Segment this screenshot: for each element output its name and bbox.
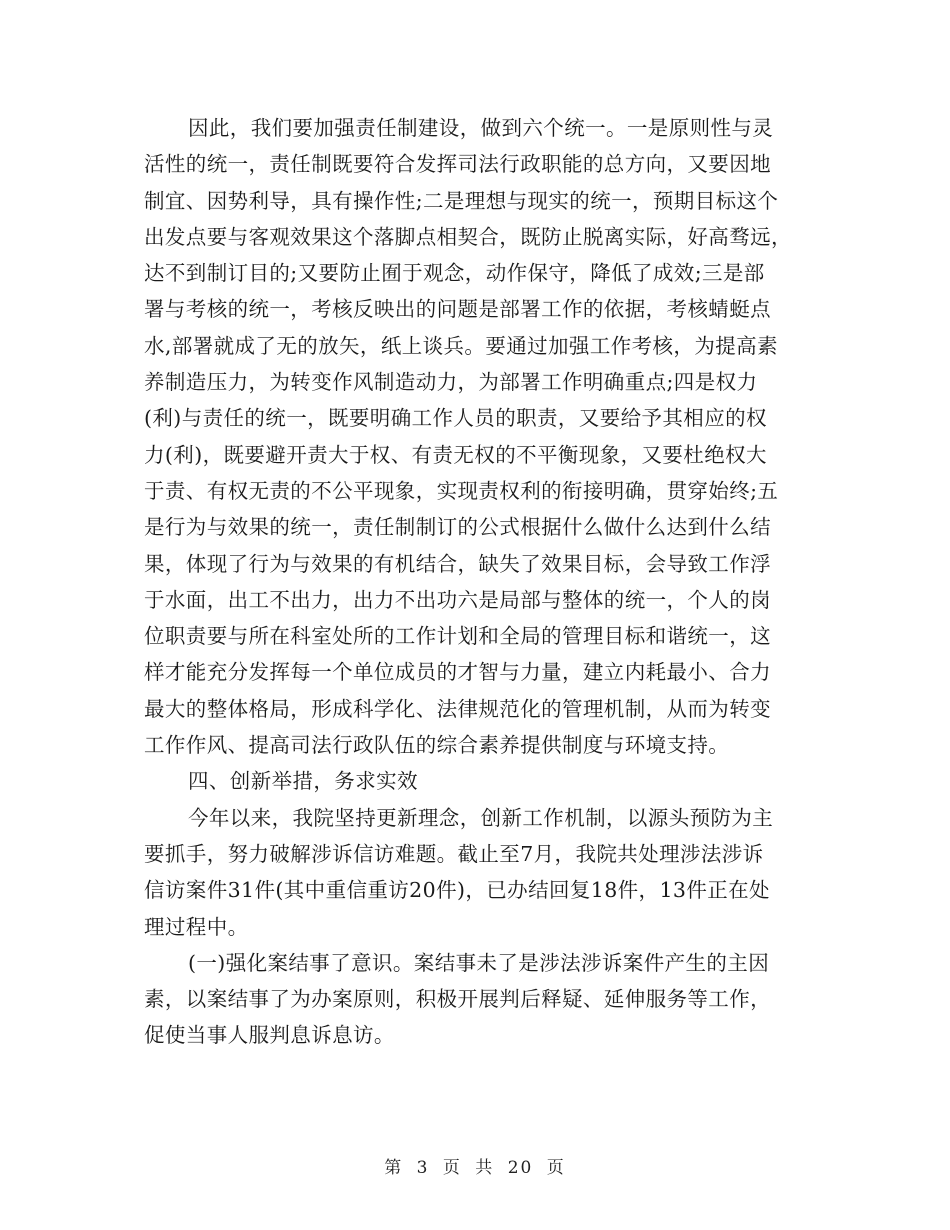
- text-line: 理过程中。: [144, 914, 249, 939]
- text-line: (一)强化案结事了意识。案结事未了是涉法涉诉案件产生的主因: [188, 950, 770, 975]
- text-line: 要抓手，努力破解涉诉信访难题。截止至7月，我院共处理涉法涉诉: [144, 841, 764, 866]
- text-line: 因此，我们要加强责任制建设，做到六个统一。一是原则性与灵: [188, 116, 774, 140]
- total-pages-number: 20: [507, 1158, 534, 1178]
- text-line: 署与考核的统一，考核反映出的问题是部署工作的依据，考核蜻蜓点: [144, 297, 771, 322]
- text-line: 信访案件31件(其中重信重访20件)，已办结回复18件，13件正在处: [144, 878, 770, 903]
- text-line: (利)与责任的统一，既要明确工作人员的职责，又要给予其相应的权: [144, 406, 767, 431]
- total-label: 共: [475, 1158, 495, 1178]
- text-line: 出发点要与客观效果这个落脚点相契合，既防止脱离实际，好高骛远，: [144, 224, 792, 249]
- text-line: 养制造压力，为转变作风制造动力，为部署工作明确重点;四是权力: [144, 370, 758, 395]
- text-line: 样才能充分发挥每一个单位成员的才智与力量，建立内耗最小、合力: [144, 660, 771, 685]
- page-label-suffix: 页: [546, 1158, 566, 1178]
- text-line: 位职责要与所在科室处所的工作计划和全局的管理目标和谐统一，这: [144, 624, 771, 649]
- text-line: 于水面，出工不出力，出力不出功六是局部与整体的统一，个人的岗: [144, 587, 771, 612]
- text-line: 今年以来，我院坚持更新理念，创新工作机制，以源头预防为主: [188, 805, 774, 830]
- document-body: [144, 110, 809, 1054]
- page-footer: [0, 1153, 950, 1178]
- text-line: 果，体现了行为与效果的有机结合，缺失了效果目标，会导致工作浮: [144, 551, 771, 576]
- text-line: 最大的整体格局，形成科学化、法律规范化的管理机制，从而为转变: [144, 696, 771, 721]
- text-line: 素，以案结事了为办案原则，积极开展判后释疑、延伸服务等工作，: [144, 987, 771, 1012]
- page-label-mid: 页: [442, 1158, 462, 1178]
- text-line: 制宜、因势利导，具有操作性;二是理想与现实的统一，预期目标这个: [144, 188, 779, 213]
- text-line: 促使当事人服判息诉息访。: [144, 1023, 395, 1048]
- text-line: 是行为与效果的统一，责任制制订的公式根据什么做什么达到什么结: [144, 515, 771, 540]
- page-label-prefix: 第: [384, 1158, 404, 1178]
- current-page-number: 3: [416, 1158, 430, 1178]
- text-line: 活性的统一，责任制既要符合发挥司法行政职能的总方向，又要因地: [144, 152, 771, 177]
- section-heading: [144, 763, 809, 799]
- heading-line: 四、创新举措，务求实效: [188, 769, 418, 794]
- paragraph: [144, 110, 809, 763]
- paragraph: [144, 945, 809, 1054]
- text-line: 达不到制订目的;又要防止囿于观念，动作保守，降低了成效;三是部: [144, 261, 765, 286]
- text-line: 水,部署就成了无的放矢，纸上谈兵。要通过加强工作考核，为提高素: [144, 333, 778, 358]
- text-line: 力(利)，既要避开责大于权、有责无权的不平衡现象，又要杜绝权大: [144, 442, 767, 467]
- text-line: 工作作风、提高司法行政队伍的综合素养提供制度与环境支持。: [144, 733, 730, 758]
- paragraph: [144, 800, 809, 945]
- text-line: 于责、有权无责的不公平现象，实现责权利的衔接明确，贯穿始终;五: [144, 478, 779, 503]
